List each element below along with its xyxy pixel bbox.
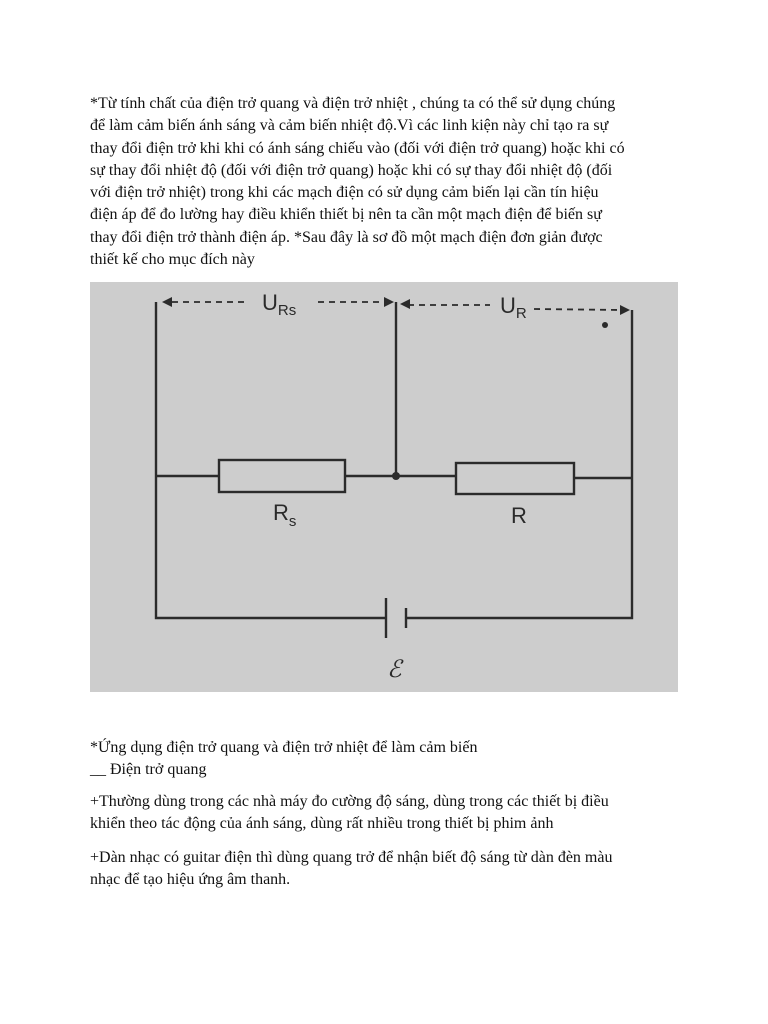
bullet-line: +Thường dùng trong các nhà máy đo cường độ sáng, dùng trong các thiết bị điều xyxy=(90,793,609,810)
urs-arrowhead-right xyxy=(384,297,394,307)
label-r: R xyxy=(511,503,527,528)
bullet-item xyxy=(90,791,680,836)
label-rs: $R_s$ xyxy=(273,500,297,530)
bullet-line: nhạc để tạo hiệu ứng âm thanh. xyxy=(90,871,291,889)
label-urs: $U_{Rs}$ xyxy=(262,290,297,319)
label-ur: $U_R$ xyxy=(500,293,527,322)
intro-line: *Từ tính chất của điện trở quang và điện trở nhiệt , chúng ta có thể sử dụng chúng xyxy=(90,95,616,112)
intro-paragraph xyxy=(90,93,680,271)
intro-line: với điện trở nhiệt) trong khi các mạch điện có sử dụng cảm biến lại cần tín hiệu xyxy=(90,184,599,202)
intro-line: thay đổi điện trở thành điện áp. *Sau đây là sơ đồ một mạch điện đơn giản được xyxy=(90,228,603,246)
label-emf: ℰ xyxy=(387,657,402,683)
ur-arrowhead-left xyxy=(400,299,410,309)
circuit-diagram xyxy=(90,282,678,692)
resistor-rs xyxy=(219,460,345,492)
ur-arrowhead-right xyxy=(620,305,630,315)
resistor-r xyxy=(456,463,574,494)
junction-dot xyxy=(392,472,400,480)
section-heading: *Ứng dụng điện trở quang và điện trở nhiệt để làm cảm biến xyxy=(90,739,478,756)
circuit-diagram-photo xyxy=(90,282,678,692)
urs-arrowhead-left xyxy=(162,297,172,307)
intro-line: thay đổi điện trở khi khi có ánh sáng chiếu vào (đối với điện trở quang) hoặc khi có xyxy=(90,139,625,157)
intro-line: để làm cảm biến ánh sáng và cảm biến nhiệt độ.Vì các linh kiện này chỉ tạo ra sự xyxy=(90,117,609,135)
section-subheading: __ Điện trở quang xyxy=(90,761,207,779)
intro-line: sự thay đổi nhiệt độ (đối với điện trở quang) hoặc khi có sự thay đổi nhiệt độ (đối xyxy=(90,161,613,179)
applications-heading-block xyxy=(90,737,680,782)
intro-line: thiết kế cho mục đích này xyxy=(90,251,255,269)
bullet-line: +Dàn nhạc có guitar điện thì dùng quang trở để nhận biết độ sáng từ dàn đèn màu xyxy=(90,849,613,866)
small-dot xyxy=(602,322,608,328)
bullet-item xyxy=(90,847,680,892)
intro-line: điện áp để đo lường hay điều khiển thiết bị nên ta cần một mạch điện để biến sự xyxy=(90,206,602,224)
bullet-line: khiển theo tác động của ánh sáng, dùng rất nhiều trong thiết bị phim ảnh xyxy=(90,815,554,833)
ur-arrow-line-right xyxy=(534,309,622,310)
